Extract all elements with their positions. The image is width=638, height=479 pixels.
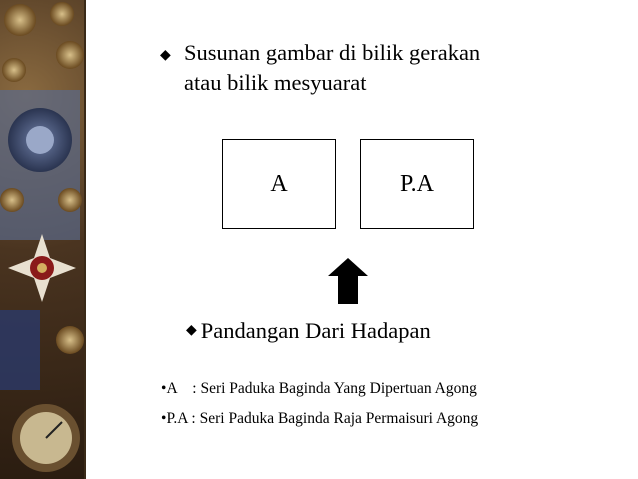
seat-box-a-label: A bbox=[270, 170, 288, 197]
medal-decoration-image bbox=[0, 0, 86, 479]
legend-item-a bbox=[161, 379, 477, 399]
diamond-bullet-icon: ◆ bbox=[160, 48, 171, 63]
up-arrow-icon bbox=[328, 258, 368, 304]
legend-bullet: • bbox=[161, 380, 167, 397]
legend-bullet: • bbox=[161, 410, 167, 427]
decorative-sidebar bbox=[0, 0, 86, 479]
diamond-bullet-icon: ◆ bbox=[186, 323, 197, 338]
heading-line-2: atau bilik mesyuarat bbox=[184, 70, 367, 95]
seat-box-pa bbox=[360, 139, 474, 229]
seat-box-a bbox=[222, 139, 336, 229]
view-label: Pandangan Dari Hadapan bbox=[200, 318, 431, 343]
heading-line-1: Susunan gambar di bilik gerakan bbox=[184, 40, 481, 65]
legend-text-pa: P.A : Seri Paduka Baginda Raja Permaisuri Agong bbox=[166, 410, 479, 427]
seat-box-pa-label: P.A bbox=[399, 170, 435, 197]
legend-text-a: A : Seri Paduka Baginda Yang Dipertuan Agong bbox=[166, 380, 477, 397]
legend-item-pa bbox=[161, 409, 478, 429]
heading-bullet bbox=[160, 38, 590, 98]
view-label-bullet bbox=[186, 316, 431, 346]
